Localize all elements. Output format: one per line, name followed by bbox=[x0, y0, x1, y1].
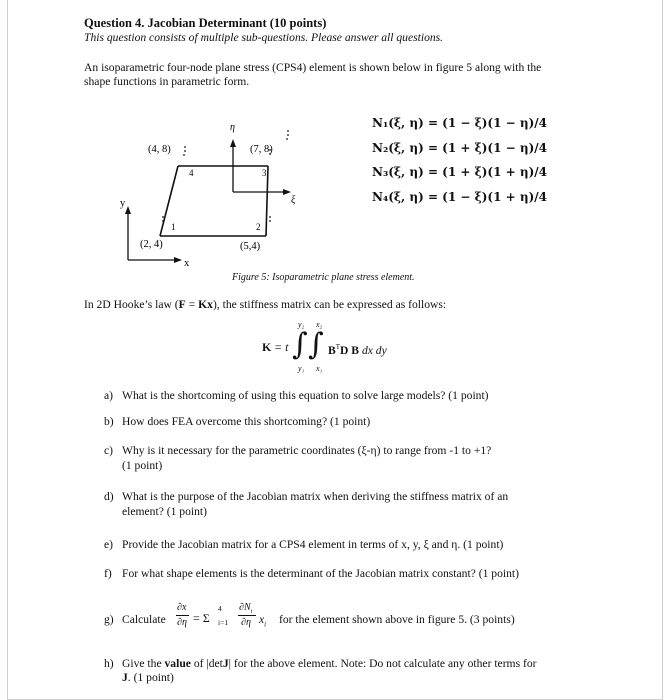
h-pre: Give the bbox=[122, 657, 165, 670]
question-g bbox=[104, 600, 624, 634]
g-sum-bot: i=1 bbox=[218, 618, 229, 627]
question-label: a) bbox=[104, 389, 114, 402]
question-g-post: for the element shown above in figure 5. (3 points) bbox=[279, 613, 515, 626]
question-title: Question 4. Jacobian Determinant (10 points) bbox=[84, 16, 327, 30]
question-h-line-1 bbox=[122, 656, 537, 671]
question-h-line-2 bbox=[122, 670, 174, 685]
g-num2-sub: i bbox=[250, 609, 253, 615]
g-frac-bar-1 bbox=[176, 615, 189, 616]
question-g-pre: Calculate bbox=[122, 613, 166, 626]
question-text-line: For what shape elements is the determinant of the Jacobian matrix constant? (1 point) bbox=[122, 567, 519, 580]
question-label: c) bbox=[104, 444, 114, 457]
shape-function-n1: N₁(ξ, η) = (1 − ξ)(1 − η)/4 bbox=[372, 116, 547, 130]
g-eq-sigma: = Σ bbox=[193, 611, 210, 625]
question-text-line: Provide the Jacobian matrix for a CPS4 element in terms of x, y, ξ and η. (1 point) bbox=[122, 538, 504, 551]
hooke-prefix: In 2D Hooke’s law ( bbox=[84, 298, 179, 311]
figure-caption: Figure 5: Isoparametric plane stress element. bbox=[232, 272, 415, 283]
bound-y2: y₂ bbox=[298, 320, 305, 329]
question-text-line: What is the purpose of the Jacobian matrix when deriving the stiffness matrix of an bbox=[122, 490, 509, 503]
node-1: 1 bbox=[171, 222, 176, 232]
h-line2-tail: . (1 point) bbox=[127, 671, 174, 684]
question-item bbox=[104, 489, 624, 519]
g-num1: ∂x bbox=[177, 602, 187, 613]
eq-integrand bbox=[328, 340, 387, 358]
node-3: 3 bbox=[262, 168, 267, 178]
shape-function-n3: N₃(ξ, η) = (1 + ξ)(1 + η)/4 bbox=[372, 165, 547, 179]
shape-function-n4: N₄(ξ, η) = (1 − ξ)(1 + η)/4 bbox=[372, 190, 547, 204]
bound-y1: y₁ bbox=[298, 364, 305, 373]
integral-sign-1: ∫ bbox=[292, 327, 308, 362]
g-sum-top: 4 bbox=[218, 604, 222, 613]
hooke-law-text bbox=[84, 297, 446, 312]
integral-sign-2: ∫ bbox=[308, 327, 324, 362]
stiffness-equation bbox=[262, 320, 422, 376]
intro-line-2: shape functions in parametric form. bbox=[84, 75, 250, 88]
question-item bbox=[104, 566, 624, 581]
eq-D: D bbox=[340, 343, 349, 357]
hooke-eq: = bbox=[185, 298, 199, 311]
axis-xi-label: ξ bbox=[291, 195, 296, 206]
axis-x-label: x bbox=[184, 258, 190, 269]
eq-B: B bbox=[328, 343, 336, 357]
question-text-line: Why is it necessary for the parametric coordinates (ξ-η) to range from -1 to +1? bbox=[122, 444, 492, 457]
node-4: 4 bbox=[189, 168, 194, 178]
question-subtitle: This question consists of multiple sub-questions. Please answer all questions. bbox=[84, 31, 444, 44]
hooke-Kx: Kx bbox=[198, 298, 213, 311]
g-den2: ∂η bbox=[241, 617, 251, 628]
hooke-suffix: ), the stiffness matrix can be expressed as follows: bbox=[212, 298, 447, 311]
h-J: J bbox=[222, 657, 229, 670]
hooke-F: F bbox=[178, 298, 186, 311]
question-label: e) bbox=[104, 538, 114, 551]
question-item bbox=[104, 443, 624, 473]
question-text-line: (1 point) bbox=[122, 459, 163, 472]
element-outline bbox=[160, 166, 268, 236]
node-2: 2 bbox=[256, 222, 261, 232]
g-xi-sub: i bbox=[264, 620, 267, 629]
question-label: b) bbox=[104, 415, 114, 428]
coord-4-8: (4, 8) bbox=[148, 144, 171, 155]
question-label: d) bbox=[104, 490, 114, 503]
h-line2-J: J bbox=[122, 671, 128, 684]
question-label: f) bbox=[104, 567, 112, 580]
question-h bbox=[104, 656, 624, 690]
g-num2-main: ∂N bbox=[239, 602, 251, 613]
question-item bbox=[104, 537, 624, 552]
question-text-line: How does FEA overcome this shortcoming? (1 point) bbox=[122, 415, 371, 428]
coord-7-8: (7, 8) bbox=[250, 144, 273, 155]
g-frac-bar-2 bbox=[238, 615, 256, 616]
intro-line-1: An isoparametric four-node plane stress (CPS4) element is shown below in figure 5 along with the bbox=[84, 61, 542, 74]
coord-2-4: (2, 4) bbox=[140, 239, 163, 250]
question-text-line: What is the shortcoming of using this equation to solve large models? (1 point) bbox=[122, 389, 489, 402]
question-g-label: g) bbox=[104, 613, 114, 626]
h-bold: value bbox=[164, 657, 191, 670]
axis-y-label: y bbox=[120, 198, 126, 209]
axis-eta-label: η bbox=[230, 122, 235, 133]
eq-K: K bbox=[262, 340, 272, 354]
global-axes bbox=[125, 206, 182, 263]
h-mid: of |det bbox=[190, 657, 223, 670]
element-figure bbox=[0, 0, 668, 300]
eq-dxdy: dx dy bbox=[361, 343, 387, 357]
shape-function-n2: N₂(ξ, η) = (1 + ξ)(1 − η)/4 bbox=[372, 141, 547, 155]
g-xi-main: x bbox=[259, 613, 265, 626]
eq-t: = t bbox=[274, 340, 289, 354]
question-item bbox=[104, 388, 624, 403]
eq-sup-T: T bbox=[335, 343, 341, 351]
h-post: | for the above element. Note: Do not calculate any other terms for bbox=[228, 657, 537, 670]
question-h-label: h) bbox=[104, 657, 114, 670]
bound-x2: x₂ bbox=[316, 320, 323, 329]
coord-5-4: (5,4) bbox=[240, 241, 261, 252]
bound-x1: x₁ bbox=[316, 364, 323, 373]
question-text-line: element? (1 point) bbox=[122, 505, 207, 518]
question-item bbox=[104, 414, 624, 429]
eq-B2: B bbox=[351, 343, 360, 357]
g-xi bbox=[259, 612, 266, 632]
g-den1: ∂η bbox=[177, 617, 187, 628]
